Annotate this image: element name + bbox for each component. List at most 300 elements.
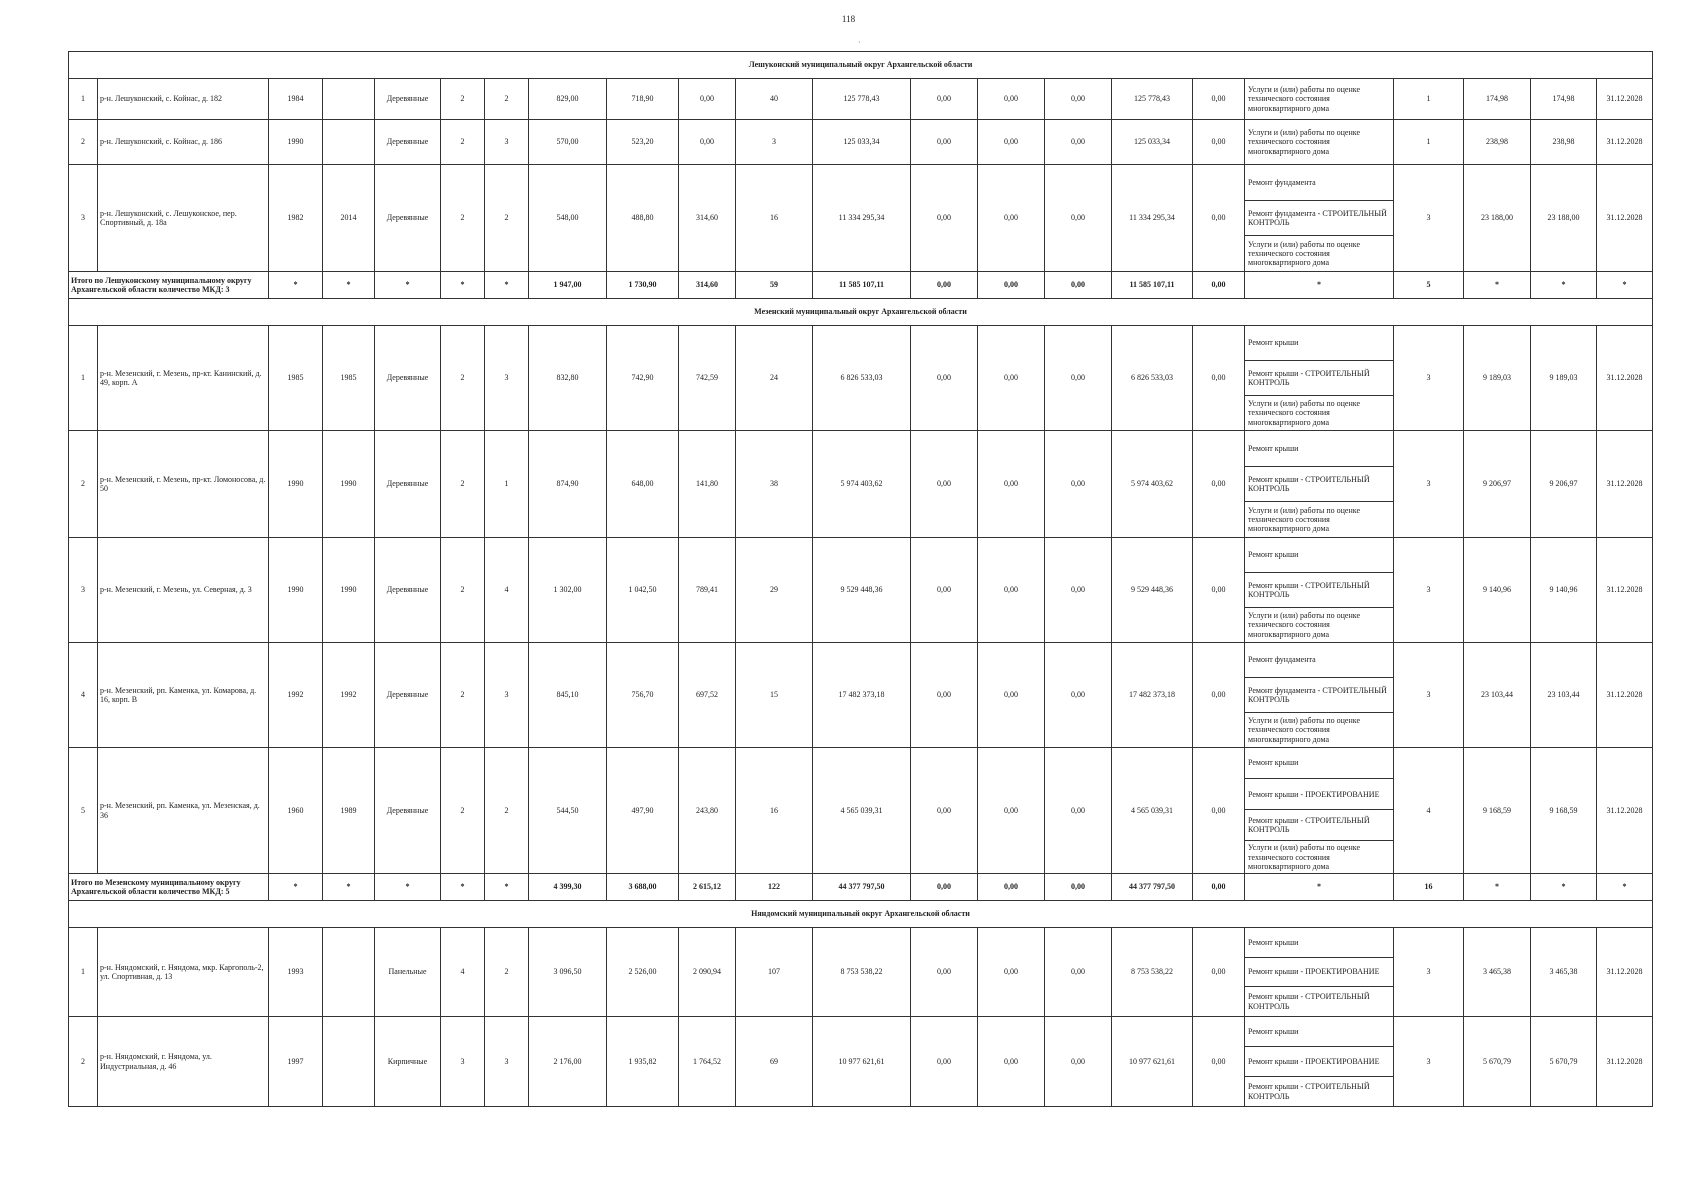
works-list (1245, 79, 1393, 119)
work-item: Ремонт крыши (1245, 748, 1393, 779)
works-list (1245, 165, 1393, 271)
cell-area-total: 548,00 (529, 165, 607, 272)
cell-address: р-н. Лешуконский, с. Койнас, д. 186 (98, 120, 269, 165)
table-row (69, 120, 1653, 165)
cell-floors: 2 (441, 431, 485, 538)
cell-max-cost: 3 465,38 (1531, 928, 1597, 1017)
works-list (1245, 538, 1393, 642)
cell-address: р-н. Мезенский, г. Мезень, ул. Северная, д. 3 (98, 538, 269, 643)
total-star: * (375, 272, 441, 299)
cell-c4: 6 826 533,03 (1112, 326, 1193, 431)
cell-address: р-н. Няндомский, г. Няндома, мкр. Каргополь-2, ул. Спортивная, д. 13 (98, 928, 269, 1017)
cell-date: 31.12.2028 (1597, 643, 1653, 748)
table-row (69, 538, 1653, 643)
cell-c2: 0,00 (978, 643, 1045, 748)
cell-n: 2 (69, 431, 98, 538)
total-c3: 0,00 (1045, 874, 1112, 901)
cell-entrances: 3 (485, 1017, 529, 1107)
work-item: Услуги и (или) работы по оценке технического состояния многоквартирного дома (1248, 239, 1360, 268)
total-c4: 11 585 107,11 (1112, 272, 1193, 299)
cell-area-living: 488,80 (607, 165, 679, 272)
cell-area-total: 3 096,50 (529, 928, 607, 1017)
cell-walls: Деревянные (375, 643, 441, 748)
works-cell (1245, 120, 1394, 165)
cell-residents: 107 (736, 928, 813, 1017)
cell-address: р-н. Мезенский, г. Мезень, пр-кт. Канинский, д. 49, корп. А (98, 326, 269, 431)
work-item: Ремонт фундамента - СТРОИТЕЛЬНЫЙ КОНТРОЛЬ (1245, 678, 1393, 713)
cell-year-repair: 1990 (323, 538, 375, 643)
cell-c5: 0,00 (1193, 165, 1245, 272)
total-c1: 0,00 (911, 272, 978, 299)
cell-year-built: 1985 (269, 326, 323, 431)
cell-entrances: 4 (485, 538, 529, 643)
total-star: * (441, 272, 485, 299)
total-c5: 0,00 (1193, 874, 1245, 901)
total-area-total: 4 399,30 (529, 874, 607, 901)
cell-works-count: 4 (1394, 748, 1464, 874)
cell-c5: 0,00 (1193, 120, 1245, 165)
work-item: Ремонт крыши - СТРОИТЕЛЬНЫЙ КОНТРОЛЬ (1245, 573, 1393, 608)
cell-unit-cost: 238,98 (1464, 120, 1531, 165)
section-title: Лешуконский муниципальный округ Архангельской области (69, 52, 1653, 79)
cell-area-living: 742,90 (607, 326, 679, 431)
cell-c1: 0,00 (911, 643, 978, 748)
cell-area-nonres: 0,00 (679, 79, 736, 120)
cell-c4: 5 974 403,62 (1112, 431, 1193, 538)
cell-area-living: 2 526,00 (607, 928, 679, 1017)
cell-walls: Деревянные (375, 79, 441, 120)
cell-n: 3 (69, 538, 98, 643)
cell-c2: 0,00 (978, 120, 1045, 165)
cell-area-nonres: 314,60 (679, 165, 736, 272)
cell-address: р-н. Мезенский, рп. Каменка, ул. Комарова, д. 16, корп. В (98, 643, 269, 748)
cell-unit-cost: 9 140,96 (1464, 538, 1531, 643)
total-star: * (1464, 272, 1531, 299)
cell-entrances: 3 (485, 326, 529, 431)
work-item: Услуги и (или) работы по оценке технического состояния многоквартирного дома (1248, 716, 1360, 744)
cell-area-living: 718,90 (607, 79, 679, 120)
works-cell (1245, 1017, 1394, 1107)
cell-area-living: 497,90 (607, 748, 679, 874)
cell-year-built: 1990 (269, 538, 323, 643)
cell-c5: 0,00 (1193, 1017, 1245, 1107)
cell-cost-total: 125 778,43 (813, 79, 911, 120)
cell-area-total: 874,90 (529, 431, 607, 538)
cell-year-built: 1982 (269, 165, 323, 272)
works-list (1245, 748, 1393, 873)
cell-cost-total: 17 482 373,18 (813, 643, 911, 748)
total-area-living: 1 730,90 (607, 272, 679, 299)
cell-max-cost: 23 103,44 (1531, 643, 1597, 748)
cell-max-cost: 9 206,97 (1531, 431, 1597, 538)
cell-area-total: 829,00 (529, 79, 607, 120)
total-star: * (1245, 272, 1394, 299)
cell-area-living: 756,70 (607, 643, 679, 748)
total-star: * (485, 272, 529, 299)
cell-works-count: 1 (1394, 120, 1464, 165)
cell-year-repair (323, 928, 375, 1017)
cell-entrances: 1 (485, 431, 529, 538)
cell-address: р-н. Мезенский, г. Мезень, пр-кт. Ломоносова, д. 50 (98, 431, 269, 538)
cell-floors: 2 (441, 538, 485, 643)
total-star: * (1597, 272, 1653, 299)
work-item: Ремонт крыши - СТРОИТЕЛЬНЫЙ КОНТРОЛЬ (1245, 467, 1393, 503)
cell-cost-total: 125 033,34 (813, 120, 911, 165)
work-item: Ремонт крыши - ПРОЕКТИРОВАНИЕ (1245, 779, 1393, 810)
cell-cost-total: 6 826 533,03 (813, 326, 911, 431)
total-star: * (441, 874, 485, 901)
cell-c1: 0,00 (911, 120, 978, 165)
cell-area-total: 2 176,00 (529, 1017, 607, 1107)
cell-year-repair: 1990 (323, 431, 375, 538)
cell-year-repair: 1992 (323, 643, 375, 748)
total-c4: 44 377 797,50 (1112, 874, 1193, 901)
cell-max-cost: 9 168,59 (1531, 748, 1597, 874)
cell-date: 31.12.2028 (1597, 1017, 1653, 1107)
total-area-nonres: 314,60 (679, 272, 736, 299)
cell-c5: 0,00 (1193, 748, 1245, 874)
total-area-nonres: 2 615,12 (679, 874, 736, 901)
work-item: Ремонт крыши (1245, 538, 1393, 573)
cell-max-cost: 9 140,96 (1531, 538, 1597, 643)
cell-c5: 0,00 (1193, 79, 1245, 120)
total-star: * (1464, 874, 1531, 901)
total-c2: 0,00 (978, 272, 1045, 299)
works-cell (1245, 431, 1394, 538)
total-star: * (323, 874, 375, 901)
cell-n: 1 (69, 326, 98, 431)
cell-area-nonres: 1 764,52 (679, 1017, 736, 1107)
cell-residents: 29 (736, 538, 813, 643)
cell-c2: 0,00 (978, 538, 1045, 643)
scan-mark: · (858, 38, 861, 47)
cell-year-built: 1993 (269, 928, 323, 1017)
cell-unit-cost: 5 670,79 (1464, 1017, 1531, 1107)
cell-year-built: 1984 (269, 79, 323, 120)
cell-area-nonres: 697,52 (679, 643, 736, 748)
section-title: Мезенский муниципальный округ Архангельской области (69, 299, 1653, 326)
cell-walls: Деревянные (375, 748, 441, 874)
total-residents: 122 (736, 874, 813, 901)
work-item: Услуги и (или) работы по оценке технического состояния многоквартирного дома (1248, 85, 1360, 113)
cell-date: 31.12.2028 (1597, 538, 1653, 643)
cell-cost-total: 9 529 448,36 (813, 538, 911, 643)
total-area-living: 3 688,00 (607, 874, 679, 901)
cell-c3: 0,00 (1045, 79, 1112, 120)
cell-floors: 4 (441, 928, 485, 1017)
cell-max-cost: 174,98 (1531, 79, 1597, 120)
work-item: Ремонт фундамента (1245, 165, 1393, 201)
cell-c1: 0,00 (911, 928, 978, 1017)
work-item: Ремонт крыши (1245, 431, 1393, 467)
cell-c1: 0,00 (911, 431, 978, 538)
cell-entrances: 2 (485, 165, 529, 272)
works-cell (1245, 928, 1394, 1017)
table-row (69, 1017, 1653, 1107)
cell-unit-cost: 174,98 (1464, 79, 1531, 120)
cell-date: 31.12.2028 (1597, 79, 1653, 120)
cell-walls: Кирпичные (375, 1017, 441, 1107)
cell-c3: 0,00 (1045, 165, 1112, 272)
cell-c4: 10 977 621,61 (1112, 1017, 1193, 1107)
cell-date: 31.12.2028 (1597, 431, 1653, 538)
cell-walls: Деревянные (375, 538, 441, 643)
total-row (69, 874, 1653, 901)
cell-year-repair (323, 1017, 375, 1107)
work-item: Ремонт крыши (1245, 1017, 1393, 1047)
cell-year-built: 1990 (269, 431, 323, 538)
cell-entrances: 3 (485, 643, 529, 748)
cell-area-total: 832,80 (529, 326, 607, 431)
cell-floors: 2 (441, 326, 485, 431)
cell-c2: 0,00 (978, 431, 1045, 538)
cell-cost-total: 5 974 403,62 (813, 431, 911, 538)
total-star: * (1245, 874, 1394, 901)
cell-area-total: 845,10 (529, 643, 607, 748)
table-row (69, 79, 1653, 120)
cell-c4: 8 753 538,22 (1112, 928, 1193, 1017)
work-item: Ремонт фундамента - СТРОИТЕЛЬНЫЙ КОНТРОЛЬ (1245, 201, 1393, 237)
cell-entrances: 2 (485, 928, 529, 1017)
cell-unit-cost: 3 465,38 (1464, 928, 1531, 1017)
cell-n: 3 (69, 165, 98, 272)
works-list (1245, 1017, 1393, 1106)
work-item: Услуги и (или) работы по оценке технического состояния многоквартирного дома (1248, 611, 1360, 639)
table-row (69, 748, 1653, 874)
works-list (1245, 643, 1393, 747)
cell-works-count: 3 (1394, 643, 1464, 748)
cell-works-count: 3 (1394, 431, 1464, 538)
cell-c3: 0,00 (1045, 643, 1112, 748)
total-star: * (269, 874, 323, 901)
cell-floors: 2 (441, 643, 485, 748)
cell-c5: 0,00 (1193, 928, 1245, 1017)
cell-floors: 2 (441, 79, 485, 120)
works-cell (1245, 79, 1394, 120)
cell-area-nonres: 2 090,94 (679, 928, 736, 1017)
cell-c1: 0,00 (911, 538, 978, 643)
cell-address: р-н. Няндомский, г. Няндома, ул. Индустриальная, д. 46 (98, 1017, 269, 1107)
cell-area-nonres: 141,80 (679, 431, 736, 538)
cell-c4: 125 778,43 (1112, 79, 1193, 120)
cell-c2: 0,00 (978, 165, 1045, 272)
total-works-count: 5 (1394, 272, 1464, 299)
cell-c4: 4 565 039,31 (1112, 748, 1193, 874)
cell-works-count: 1 (1394, 79, 1464, 120)
works-cell (1245, 326, 1394, 431)
work-item: Ремонт крыши - СТРОИТЕЛЬНЫЙ КОНТРОЛЬ (1245, 810, 1393, 841)
total-row (69, 272, 1653, 299)
cell-c3: 0,00 (1045, 538, 1112, 643)
cell-address: р-н. Лешуконский, с. Лешуконское, пер. Спортивный, д. 18а (98, 165, 269, 272)
cell-floors: 2 (441, 748, 485, 874)
total-star: * (1531, 272, 1597, 299)
cell-entrances: 3 (485, 120, 529, 165)
cell-unit-cost: 9 189,03 (1464, 326, 1531, 431)
cell-c3: 0,00 (1045, 928, 1112, 1017)
works-list (1245, 928, 1393, 1016)
cell-cost-total: 4 565 039,31 (813, 748, 911, 874)
cell-n: 2 (69, 120, 98, 165)
cell-area-living: 648,00 (607, 431, 679, 538)
cell-year-repair: 2014 (323, 165, 375, 272)
cell-area-living: 523,20 (607, 120, 679, 165)
work-item: Услуги и (или) работы по оценке технического состояния многоквартирного дома (1248, 843, 1360, 871)
cell-residents: 15 (736, 643, 813, 748)
cell-works-count: 3 (1394, 326, 1464, 431)
cell-area-nonres: 0,00 (679, 120, 736, 165)
cell-works-count: 3 (1394, 538, 1464, 643)
works-list (1245, 431, 1393, 537)
cell-area-total: 1 302,00 (529, 538, 607, 643)
total-cost-total: 11 585 107,11 (813, 272, 911, 299)
cell-c4: 125 033,34 (1112, 120, 1193, 165)
cell-date: 31.12.2028 (1597, 928, 1653, 1017)
cell-c1: 0,00 (911, 79, 978, 120)
cell-n: 5 (69, 748, 98, 874)
cell-c2: 0,00 (978, 1017, 1045, 1107)
cell-area-total: 570,00 (529, 120, 607, 165)
cell-area-living: 1 935,82 (607, 1017, 679, 1107)
section-title: Няндомский муниципальный округ Архангельской области (69, 901, 1653, 928)
cell-residents: 16 (736, 748, 813, 874)
total-star: * (1597, 874, 1653, 901)
cell-c2: 0,00 (978, 748, 1045, 874)
cell-residents: 16 (736, 165, 813, 272)
table-row (69, 928, 1653, 1017)
mkd-table (68, 51, 1653, 1107)
cell-year-repair (323, 120, 375, 165)
works-list (1245, 120, 1393, 164)
cell-works-count: 3 (1394, 1017, 1464, 1107)
works-cell (1245, 165, 1394, 272)
cell-n: 1 (69, 928, 98, 1017)
cell-max-cost: 9 189,03 (1531, 326, 1597, 431)
cell-residents: 38 (736, 431, 813, 538)
cell-entrances: 2 (485, 748, 529, 874)
work-item: Ремонт крыши - СТРОИТЕЛЬНЫЙ КОНТРОЛЬ (1248, 1082, 1370, 1101)
cell-year-built: 1990 (269, 120, 323, 165)
section-header-row (69, 901, 1653, 928)
cell-date: 31.12.2028 (1597, 165, 1653, 272)
cell-area-nonres: 789,41 (679, 538, 736, 643)
cell-c3: 0,00 (1045, 748, 1112, 874)
total-star: * (269, 272, 323, 299)
cell-c3: 0,00 (1045, 1017, 1112, 1107)
total-label: Итого по Лешуконскому муниципальному округу Архангельской области количество МКД: 3 (69, 272, 269, 299)
cell-cost-total: 8 753 538,22 (813, 928, 911, 1017)
work-item: Услуги и (или) работы по оценке технического состояния многоквартирного дома (1248, 128, 1360, 156)
cell-c3: 0,00 (1045, 326, 1112, 431)
total-cost-total: 44 377 797,50 (813, 874, 911, 901)
total-c2: 0,00 (978, 874, 1045, 901)
cell-unit-cost: 23 103,44 (1464, 643, 1531, 748)
cell-area-total: 544,50 (529, 748, 607, 874)
work-item: Ремонт крыши - ПРОЕКТИРОВАНИЕ (1245, 1047, 1393, 1077)
cell-c2: 0,00 (978, 326, 1045, 431)
cell-floors: 2 (441, 120, 485, 165)
cell-year-repair: 1989 (323, 748, 375, 874)
cell-area-living: 1 042,50 (607, 538, 679, 643)
cell-walls: Деревянные (375, 120, 441, 165)
section-header-row (69, 52, 1653, 79)
cell-n: 4 (69, 643, 98, 748)
cell-entrances: 2 (485, 79, 529, 120)
cell-c1: 0,00 (911, 1017, 978, 1107)
cell-address: р-н. Лешуконский, с. Койнас, д. 182 (98, 79, 269, 120)
cell-c2: 0,00 (978, 79, 1045, 120)
cell-date: 31.12.2028 (1597, 326, 1653, 431)
cell-c3: 0,00 (1045, 431, 1112, 538)
work-item: Ремонт крыши (1245, 326, 1393, 361)
cell-n: 1 (69, 79, 98, 120)
table-row (69, 326, 1653, 431)
cell-n: 2 (69, 1017, 98, 1107)
cell-max-cost: 23 188,00 (1531, 165, 1597, 272)
total-star: * (323, 272, 375, 299)
total-c1: 0,00 (911, 874, 978, 901)
cell-unit-cost: 9 168,59 (1464, 748, 1531, 874)
cell-c1: 0,00 (911, 326, 978, 431)
cell-c5: 0,00 (1193, 538, 1245, 643)
table-row (69, 165, 1653, 272)
cell-c4: 11 334 295,34 (1112, 165, 1193, 272)
works-list (1245, 326, 1393, 430)
cell-c4: 17 482 373,18 (1112, 643, 1193, 748)
cell-unit-cost: 9 206,97 (1464, 431, 1531, 538)
work-item: Ремонт фундамента (1245, 643, 1393, 678)
works-cell (1245, 538, 1394, 643)
total-label: Итого по Мезенскому муниципальному округу Архангельской области количество МКД: 5 (69, 874, 269, 901)
cell-c2: 0,00 (978, 928, 1045, 1017)
total-c5: 0,00 (1193, 272, 1245, 299)
cell-walls: Деревянные (375, 165, 441, 272)
cell-year-built: 1960 (269, 748, 323, 874)
cell-year-repair (323, 79, 375, 120)
cell-max-cost: 238,98 (1531, 120, 1597, 165)
cell-floors: 2 (441, 165, 485, 272)
cell-c5: 0,00 (1193, 431, 1245, 538)
cell-max-cost: 5 670,79 (1531, 1017, 1597, 1107)
cell-residents: 3 (736, 120, 813, 165)
work-item: Ремонт крыши (1245, 928, 1393, 958)
page-number: 118 (841, 14, 856, 24)
work-item: Услуги и (или) работы по оценке технического состояния многоквартирного дома (1248, 399, 1360, 427)
cell-c1: 0,00 (911, 165, 978, 272)
cell-floors: 3 (441, 1017, 485, 1107)
table-row (69, 643, 1653, 748)
cell-year-built: 1997 (269, 1017, 323, 1107)
total-area-total: 1 947,00 (529, 272, 607, 299)
work-item: Ремонт крыши - ПРОЕКТИРОВАНИЕ (1245, 958, 1393, 988)
cell-area-nonres: 742,59 (679, 326, 736, 431)
total-star: * (1531, 874, 1597, 901)
cell-c5: 0,00 (1193, 326, 1245, 431)
total-star: * (375, 874, 441, 901)
cell-works-count: 3 (1394, 928, 1464, 1017)
cell-date: 31.12.2028 (1597, 748, 1653, 874)
works-cell (1245, 643, 1394, 748)
work-item: Ремонт крыши - СТРОИТЕЛЬНЫЙ КОНТРОЛЬ (1245, 361, 1393, 396)
cell-unit-cost: 23 188,00 (1464, 165, 1531, 272)
works-cell (1245, 748, 1394, 874)
work-item: Услуги и (или) работы по оценке технического состояния многоквартирного дома (1248, 505, 1360, 534)
cell-walls: Панельные (375, 928, 441, 1017)
cell-c5: 0,00 (1193, 643, 1245, 748)
cell-year-repair: 1985 (323, 326, 375, 431)
cell-residents: 40 (736, 79, 813, 120)
cell-works-count: 3 (1394, 165, 1464, 272)
